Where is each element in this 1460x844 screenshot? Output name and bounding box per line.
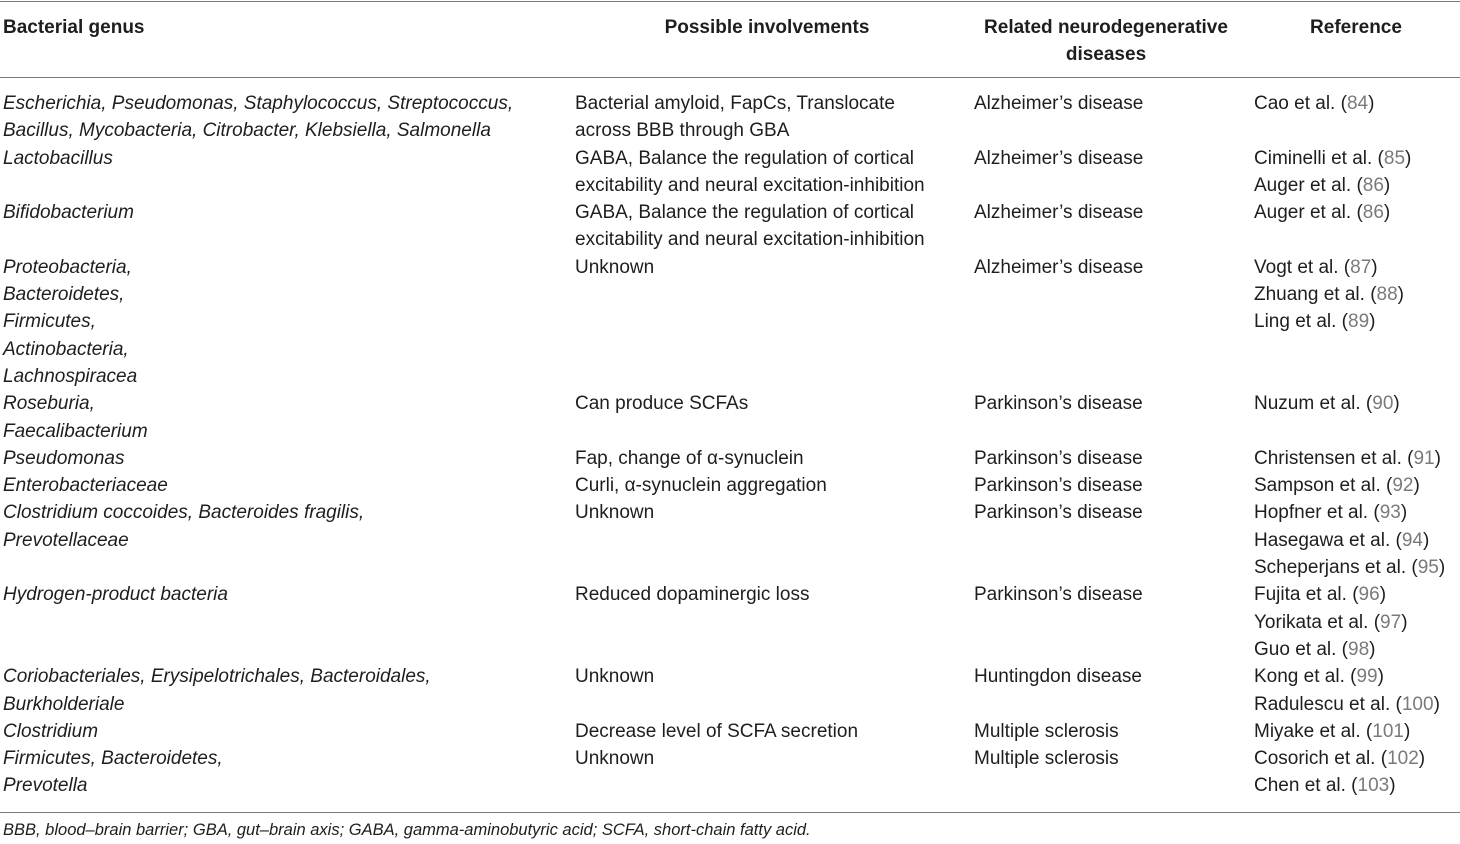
disease-line: Multiple sclerosis: [974, 720, 1119, 742]
involvement-line: Unknown: [575, 748, 655, 770]
genus-line: Lachnospiracea: [3, 365, 138, 387]
reference-author: Radulescu et al.: [1254, 693, 1391, 715]
disease-line: Huntingdon disease: [974, 666, 1142, 688]
reference-number-link[interactable]: 92: [1392, 475, 1414, 497]
table-row: [0, 745, 1460, 800]
reference-entry: Miyake et al. (101): [1254, 720, 1411, 742]
reference-number-link[interactable]: 89: [1348, 311, 1370, 333]
reference-cell: [1254, 581, 1460, 663]
disease-cell: [974, 663, 1254, 718]
disease-cell: [974, 390, 1254, 445]
reference-entry: Vogt et al. (87): [1254, 256, 1378, 278]
table-row: [0, 499, 1460, 581]
involvement-cell: [575, 718, 974, 745]
reference-number-link[interactable]: 93: [1379, 502, 1401, 524]
disease-cell: [974, 718, 1254, 745]
disease-line: Alzheimer’s disease: [974, 256, 1144, 278]
genus-line: Faecalibacterium: [3, 420, 148, 442]
reference-cell: [1254, 499, 1460, 581]
involvement-line: GABA, Balance the regulation of cortical: [575, 202, 915, 224]
reference-number-link[interactable]: 86: [1362, 174, 1384, 196]
table-row: [0, 581, 1460, 663]
reference-entry: Cao et al. (84): [1254, 93, 1375, 114]
reference-author: Ling et al.: [1254, 311, 1337, 333]
reference-entry: Kong et al. (99): [1254, 666, 1384, 688]
disease-line: Alzheimer’s disease: [974, 93, 1144, 114]
disease-cell: [974, 90, 1254, 145]
genus-line: Bifidobacterium: [3, 202, 134, 224]
disease-line: Parkinson’s disease: [974, 393, 1143, 415]
reference-author: Chen et al.: [1254, 775, 1346, 797]
genus-cell: [0, 718, 575, 745]
reference-author: Kong et al.: [1254, 666, 1345, 688]
reference-entry: Ling et al. (89): [1254, 311, 1376, 333]
reference-author: Cosorich et al.: [1254, 748, 1376, 770]
reference-number-link[interactable]: 102: [1387, 748, 1419, 770]
genus-cell: [0, 581, 575, 663]
genus-line: Prevotella: [3, 775, 88, 797]
involvement-line: GABA, Balance the regulation of cortical: [575, 147, 915, 169]
reference-cell: [1254, 254, 1460, 390]
reference-author: Ciminelli et al.: [1254, 147, 1373, 169]
reference-cell: [1254, 199, 1460, 254]
reference-entry: Auger et al. (86): [1254, 202, 1391, 224]
reference-number-link[interactable]: 94: [1401, 529, 1423, 551]
table-row: [0, 254, 1460, 390]
genus-line: Prevotellaceae: [3, 529, 129, 551]
reference-author: Yorikata et al.: [1254, 611, 1369, 633]
involvement-cell: [575, 472, 974, 499]
genus-line: Bacillus, Mycobacteria, Citrobacter, Klebsiella, Salmonella: [3, 120, 491, 142]
reference-author: Hasegawa et al.: [1254, 529, 1391, 551]
reference-cell: [1254, 663, 1460, 718]
reference-cell: [1254, 390, 1460, 445]
genus-cell: [0, 445, 575, 472]
disease-line: Parkinson’s disease: [974, 447, 1143, 469]
reference-author: Sampson et al.: [1254, 475, 1381, 497]
disease-line: Parkinson’s disease: [974, 475, 1143, 497]
genus-line: Lactobacillus: [3, 147, 113, 169]
disease-cell: [974, 472, 1254, 499]
involvement-line: across BBB through GBA: [575, 120, 790, 142]
table-header: [0, 14, 1460, 74]
involvement-cell: [575, 145, 974, 200]
disease-cell: [974, 581, 1254, 663]
table-row: [0, 199, 1460, 254]
genus-cell: [0, 472, 575, 499]
header-related-diseases-line: Related neurodegenerative: [984, 17, 1228, 38]
involvement-cell: [575, 254, 974, 390]
involvement-line: Reduced dopaminergic loss: [575, 584, 810, 606]
reference-author: Auger et al.: [1254, 202, 1352, 224]
involvement-line: excitability and neural excitation-inhibition: [575, 229, 925, 251]
genus-line: Proteobacteria,: [3, 256, 132, 278]
reference-cell: [1254, 145, 1460, 200]
reference-author: Fujita et al.: [1254, 584, 1347, 606]
header-related-diseases: [973, 14, 1239, 68]
genus-cell: [0, 90, 575, 145]
reference-author: Miyake et al.: [1254, 720, 1361, 742]
reference-cell: [1254, 745, 1460, 800]
genus-line: Burkholderiale: [3, 693, 125, 715]
involvement-cell: [575, 90, 974, 145]
genus-cell: [0, 254, 575, 390]
reference-cell: [1254, 718, 1460, 745]
table-bottom-rule: [0, 812, 1460, 813]
genus-line: Clostridium coccoides, Bacteroides fragilis,: [3, 502, 365, 524]
disease-line: Alzheimer’s disease: [974, 147, 1144, 169]
genus-cell: [0, 145, 575, 200]
reference-cell: [1254, 445, 1460, 472]
reference-entry: Scheperjans et al. (95): [1254, 557, 1446, 579]
genus-cell: [0, 499, 575, 581]
reference-number-link[interactable]: 90: [1372, 393, 1394, 415]
reference-entry: Zhuang et al. (88): [1254, 284, 1404, 306]
table-row: [0, 445, 1460, 472]
table-row: [0, 390, 1460, 445]
table-row: [0, 718, 1460, 745]
genus-line: Escherichia, Pseudomonas, Staphylococcus, Streptococcus,: [3, 93, 514, 114]
genus-line: Bacteroidetes,: [3, 284, 125, 306]
reference-entry: Nuzum et al. (90): [1254, 393, 1400, 415]
header-possible-involvements: Possible involvements: [664, 17, 870, 38]
reference-entry: Auger et al. (86): [1254, 174, 1391, 196]
reference-number-link[interactable]: 87: [1350, 256, 1372, 278]
involvement-cell: [575, 663, 974, 718]
reference-author: Vogt et al.: [1254, 256, 1339, 278]
reference-number-link[interactable]: 91: [1413, 447, 1435, 469]
involvement-line: Unknown: [575, 666, 655, 688]
table-row: [0, 663, 1460, 718]
header-bacterial-genus: Bacterial genus: [3, 17, 145, 38]
header-related-diseases-line: diseases: [1065, 44, 1147, 65]
genus-cell: [0, 663, 575, 718]
involvement-cell: [575, 745, 974, 800]
reference-entry: Cosorich et al. (102): [1254, 748, 1426, 770]
reference-number-link[interactable]: 101: [1372, 720, 1404, 742]
disease-cell: [974, 145, 1254, 200]
reference-entry: Fujita et al. (96): [1254, 584, 1387, 606]
disease-line: Multiple sclerosis: [974, 748, 1119, 770]
reference-entry: Christensen et al. (91): [1254, 447, 1441, 469]
reference-entry: Sampson et al. (92): [1254, 475, 1420, 497]
involvement-cell: [575, 199, 974, 254]
genus-line: Actinobacteria,: [3, 338, 129, 360]
disease-cell: [974, 199, 1254, 254]
involvement-cell: [575, 499, 974, 581]
reference-number-link[interactable]: 86: [1362, 202, 1384, 224]
involvement-line: Curli, α-synuclein aggregation: [575, 475, 827, 497]
involvement-line: Unknown: [575, 502, 655, 524]
table-row: [0, 90, 1460, 145]
reference-entry: Hasegawa et al. (94): [1254, 529, 1430, 551]
reference-number-link[interactable]: 99: [1356, 666, 1378, 688]
genus-line: Roseburia,: [3, 393, 95, 415]
reference-number-link[interactable]: 84: [1346, 93, 1369, 114]
involvement-line: Decrease level of SCFA secretion: [575, 720, 859, 742]
reference-cell: [1254, 90, 1460, 145]
disease-line: Alzheimer’s disease: [974, 202, 1144, 224]
genus-line: Firmicutes,: [3, 311, 96, 333]
involvement-line: Unknown: [575, 256, 655, 278]
reference-number-link[interactable]: 103: [1357, 775, 1390, 797]
involvement-line: Can produce SCFAs: [575, 393, 749, 415]
reference-number-link[interactable]: 88: [1376, 284, 1398, 306]
involvement-cell: [575, 445, 974, 472]
involvement-line: excitability and neural excitation-inhibition: [575, 174, 925, 196]
reference-author: Auger et al.: [1254, 174, 1352, 196]
reference-author: Christensen et al.: [1254, 447, 1402, 469]
reference-author: Nuzum et al.: [1254, 393, 1361, 415]
reference-cell: [1254, 472, 1460, 499]
table-footnote: BBB, blood–brain barrier; GBA, gut–brain axis; GABA, gamma-aminobutyric acid; SCFA, short-chain fatty acid.: [3, 821, 811, 839]
reference-number-link[interactable]: 98: [1348, 638, 1370, 660]
reference-number-link[interactable]: 85: [1383, 147, 1406, 169]
reference-entry: Ciminelli et al. (85): [1254, 147, 1412, 169]
reference-entry: Radulescu et al. (100): [1254, 693, 1440, 715]
involvement-line: Bacterial amyloid, FapCs, Translocate: [575, 93, 895, 114]
genus-line: Coriobacteriales, Erysipelotrichales, Bacteroidales,: [3, 666, 431, 688]
genus-cell: [0, 745, 575, 800]
table-body: [0, 90, 1460, 800]
reference-number-link[interactable]: 97: [1380, 611, 1402, 633]
involvement-cell: [575, 390, 974, 445]
table-row: [0, 472, 1460, 499]
reference-author: Hopfner et al.: [1254, 502, 1369, 524]
reference-entry: Chen et al. (103): [1254, 775, 1396, 797]
genus-line: Enterobacteriaceae: [3, 475, 168, 497]
reference-author: Scheperjans et al.: [1254, 557, 1407, 579]
disease-cell: [974, 499, 1254, 581]
table-top-rule: [0, 1, 1460, 2]
reference-author: Guo et al.: [1254, 638, 1337, 660]
genus-line: Clostridium: [3, 720, 99, 742]
disease-cell: [974, 445, 1254, 472]
reference-number-link[interactable]: 95: [1417, 557, 1439, 579]
disease-line: Parkinson’s disease: [974, 502, 1143, 524]
genus-cell: [0, 199, 575, 254]
genus-line: Hydrogen-product bacteria: [3, 584, 228, 606]
reference-number-link[interactable]: 96: [1358, 584, 1380, 606]
reference-entry: Guo et al. (98): [1254, 638, 1376, 660]
table-row: [0, 145, 1460, 200]
disease-cell: [974, 254, 1254, 390]
header-rule: [0, 77, 1460, 78]
genus-line: Firmicutes, Bacteroidetes,: [3, 748, 223, 770]
reference-entry: Hopfner et al. (93): [1254, 502, 1408, 524]
header-reference: Reference: [1310, 17, 1402, 38]
disease-line: Parkinson’s disease: [974, 584, 1143, 606]
genus-line: Pseudomonas: [3, 447, 125, 469]
genus-cell: [0, 390, 575, 445]
reference-number-link[interactable]: 100: [1401, 693, 1434, 715]
reference-author: Zhuang et al.: [1254, 284, 1365, 306]
reference-author: Cao et al.: [1254, 93, 1336, 114]
disease-cell: [974, 745, 1254, 800]
reference-entry: Yorikata et al. (97): [1254, 611, 1408, 633]
involvement-line: Fap, change of α-synuclein: [575, 447, 804, 469]
involvement-cell: [575, 581, 974, 663]
